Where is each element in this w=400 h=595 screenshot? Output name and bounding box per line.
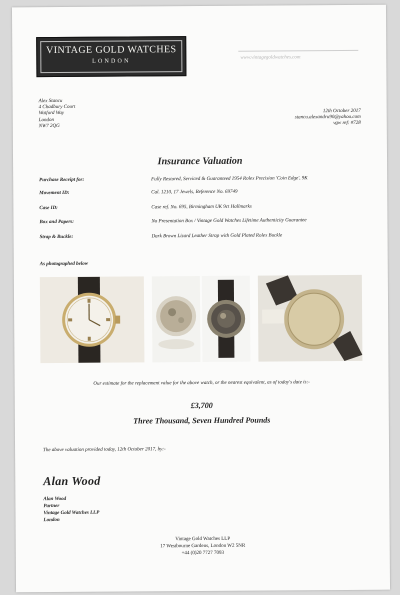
reference-number: vgw ref: #728: [333, 121, 361, 127]
footer-line: Vintage Gold Watches LLP: [175, 536, 231, 543]
recipient-line: London: [38, 117, 55, 123]
detail-value: Case ref. No. 695, Birmingham UK 9ct Hallmarks: [151, 204, 252, 211]
watch-caseback-photo: [202, 276, 251, 362]
signer-line: Alan Wood: [43, 496, 67, 503]
logo-subtitle: LONDON: [92, 58, 131, 65]
estimate-statement: Our estimate for the replacement value for the above watch, or the nearest equivalent, as of today's date is:-: [93, 380, 310, 387]
recipient-line: NW7 2QG: [38, 123, 60, 129]
recipient-address: [39, 99, 76, 130]
recipient-line: Alex Stancu: [38, 98, 63, 105]
signer-line: Partner: [43, 503, 60, 510]
valuation-date-statement: The above valuation provided today, 12th October 2017, by:-: [43, 447, 166, 454]
website-text: www.vintagegoldwatches.com: [240, 55, 301, 61]
watch-back-image: [258, 275, 363, 362]
recipient-line: 4 Chadbury Court: [38, 105, 76, 111]
header-rule: [238, 50, 358, 52]
document-title: Insurance Valuation: [157, 155, 243, 168]
detail-label: Strap & Buckle:: [39, 234, 74, 241]
sender-info: [295, 109, 361, 128]
detail-value: Fully Restored, Serviced & Guaranteed 1954 Rolex Precision 'Coin Edge', 9K: [151, 176, 308, 183]
footer-line: +44 (0)20 7727 7093: [181, 550, 225, 557]
signer-block: [43, 496, 99, 524]
watch-front-image: [40, 276, 145, 363]
detail-value: No Presentation Box / Vintage Gold Watches Lifetime Authenticity Guarantee: [151, 218, 307, 225]
valuation-amount: £3,700: [190, 400, 213, 411]
detail-label: Movement ID:: [39, 190, 70, 197]
company-logo: [36, 36, 186, 77]
watch-movement-image: [152, 276, 201, 362]
detail-value: Dark Brown Lizard Leather Strap with Gold Plated Rolex Buckle: [151, 233, 283, 240]
logo-title: VINTAGE GOLD WATCHES: [46, 44, 177, 57]
watch-movement-photo: [152, 276, 201, 362]
signature: Alan Wood: [43, 473, 101, 489]
detail-value: Cal. 1210, 17 Jewels, Reference No. 69749: [151, 189, 238, 196]
recipient-email: stancu.alexandru90@yahoo.com: [294, 115, 361, 121]
company-footer: [16, 535, 390, 559]
valuation-document: [12, 5, 390, 593]
recipient-line: Watford Way: [38, 111, 65, 117]
photo-caption: As photographed below: [39, 261, 89, 268]
detail-label: Purchase Receipt for:: [39, 177, 85, 184]
footer-line: 17 Westbourne Gardens, London W2 5NR: [160, 543, 246, 550]
valuation-amount-words: Three Thousand, Seven Hundred Pounds: [133, 415, 271, 426]
watch-back-photo: [258, 275, 363, 362]
signer-line: London: [43, 517, 60, 524]
watch-front-photo: [40, 276, 145, 363]
watch-caseback-image: [202, 276, 251, 362]
detail-label: Case ID:: [39, 205, 58, 212]
signer-line: Vintage Gold Watches LLP: [43, 510, 100, 517]
detail-label: Box and Papers:: [39, 219, 74, 226]
document-date: 12th October 2017: [322, 108, 361, 115]
